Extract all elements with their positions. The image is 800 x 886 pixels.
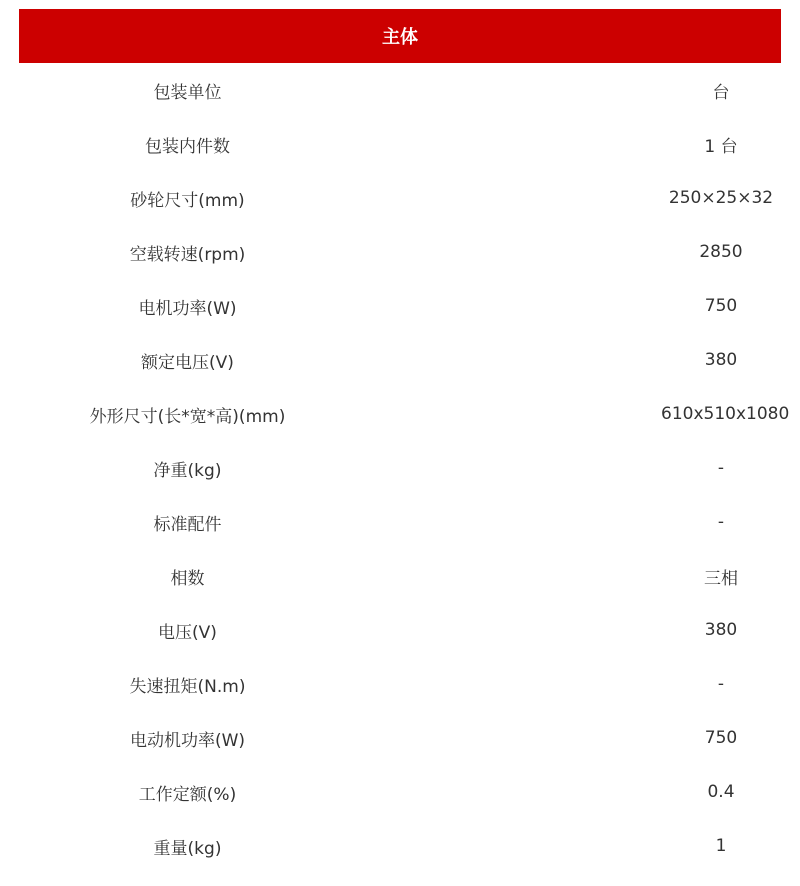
table-row xyxy=(19,495,781,549)
row-value: - xyxy=(717,512,725,532)
row-label: 包装内件数 xyxy=(145,136,230,157)
row-value-cell xyxy=(356,512,781,532)
row-label: 包装单位 xyxy=(153,82,222,103)
row-value-cell xyxy=(356,78,781,103)
table-row xyxy=(19,63,781,117)
table-row xyxy=(19,657,781,711)
row-value: 台 xyxy=(712,82,730,103)
row-value-cell xyxy=(356,188,781,208)
row-label: 电机功率(W) xyxy=(138,298,237,319)
row-value-cell xyxy=(356,782,781,802)
row-label: 标准配件 xyxy=(153,514,222,535)
table-row xyxy=(19,117,781,171)
table-row xyxy=(19,279,781,333)
row-label: 重量(kg) xyxy=(153,838,222,859)
row-label: 砂轮尺寸(mm) xyxy=(130,190,245,211)
table-row xyxy=(19,819,781,873)
table-row xyxy=(19,225,781,279)
row-label: 外形尺寸(长*宽*高)(mm) xyxy=(89,406,286,427)
row-value: 380 xyxy=(704,620,738,640)
row-value: 2850 xyxy=(699,242,743,262)
row-value: - xyxy=(717,458,725,478)
table-body xyxy=(19,63,790,873)
row-value-cell xyxy=(356,458,781,478)
table-row xyxy=(19,765,781,819)
row-value-cell xyxy=(356,620,781,640)
row-label: 净重(kg) xyxy=(153,460,222,481)
row-value-cell xyxy=(356,564,781,589)
row-label: 电压(V) xyxy=(158,622,217,643)
row-value: 1 xyxy=(715,836,727,856)
row-label: 相数 xyxy=(170,568,205,589)
table-header xyxy=(19,9,781,63)
row-value: - xyxy=(717,674,725,694)
row-value-cell xyxy=(356,674,781,694)
row-value-cell xyxy=(356,728,781,748)
table-row xyxy=(19,333,781,387)
table-row xyxy=(19,711,781,765)
table-row xyxy=(19,549,781,603)
row-value-cell xyxy=(356,242,781,262)
spec-table xyxy=(19,9,790,873)
table-row xyxy=(19,387,790,441)
row-value-cell xyxy=(356,836,781,856)
table-row xyxy=(19,441,781,495)
row-label: 空载转速(rpm) xyxy=(129,244,246,265)
row-value: 250×25×32 xyxy=(668,188,774,208)
row-label: 工作定额(%) xyxy=(138,784,237,805)
row-value: 610x510x1080 xyxy=(661,404,790,424)
row-value: 380 xyxy=(704,350,738,370)
table-row xyxy=(19,603,781,657)
row-label: 电动机功率(W) xyxy=(129,730,246,751)
row-value: 三相 xyxy=(704,568,738,589)
row-value: 1 台 xyxy=(704,136,738,157)
row-value-cell xyxy=(356,296,781,316)
table-header-title: 主体 xyxy=(382,27,418,48)
row-label: 额定电压(V) xyxy=(141,352,234,373)
table-row xyxy=(19,171,781,225)
row-value: 750 xyxy=(704,296,738,316)
row-value: 750 xyxy=(704,728,738,748)
row-value-cell xyxy=(356,404,790,424)
row-label: 失速扭矩(N.m) xyxy=(129,676,246,697)
row-value-cell xyxy=(356,350,781,370)
row-value-cell xyxy=(356,132,781,157)
row-value: 0.4 xyxy=(707,782,735,802)
